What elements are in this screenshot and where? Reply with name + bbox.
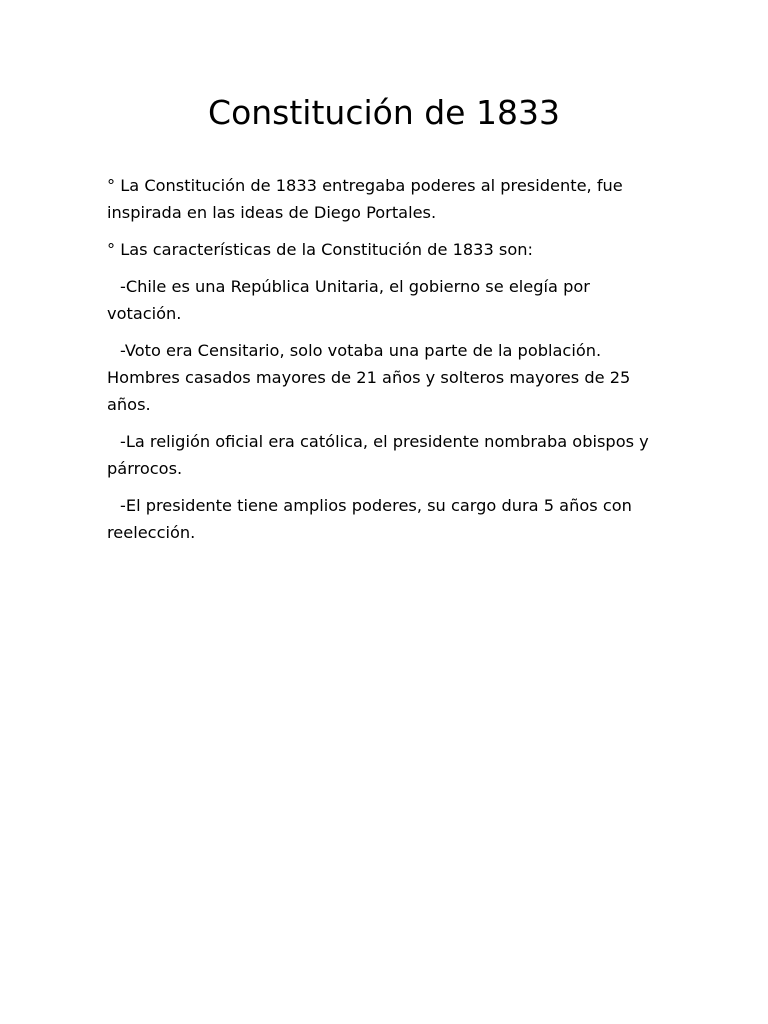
characteristic-item-presidential-powers: -El presidente tiene amplios poderes, su cargo dura 5 años con reelección.: [107, 496, 632, 542]
document-body: [107, 172, 667, 556]
intro-paragraph: ° La Constitución de 1833 entregaba poderes al presidente, fue inspirada en las ideas de Diego Portales.: [107, 176, 623, 222]
characteristic-item-official-religion: -La religión oficial era católica, el presidente nombraba obispos y párrocos.: [107, 432, 649, 478]
characteristics-heading: ° Las características de la Constitución de 1833 son:: [107, 240, 533, 259]
document-title: Constitución de 1833: [208, 93, 560, 132]
characteristic-item-census-vote: -Voto era Censitario, solo votaba una parte de la población. Hombres casados mayores de 21 años y solteros mayores de 25 años.: [107, 341, 631, 414]
characteristic-item-unitary-republic: -Chile es una República Unitaria, el gobierno se elegía por votación.: [107, 277, 590, 323]
